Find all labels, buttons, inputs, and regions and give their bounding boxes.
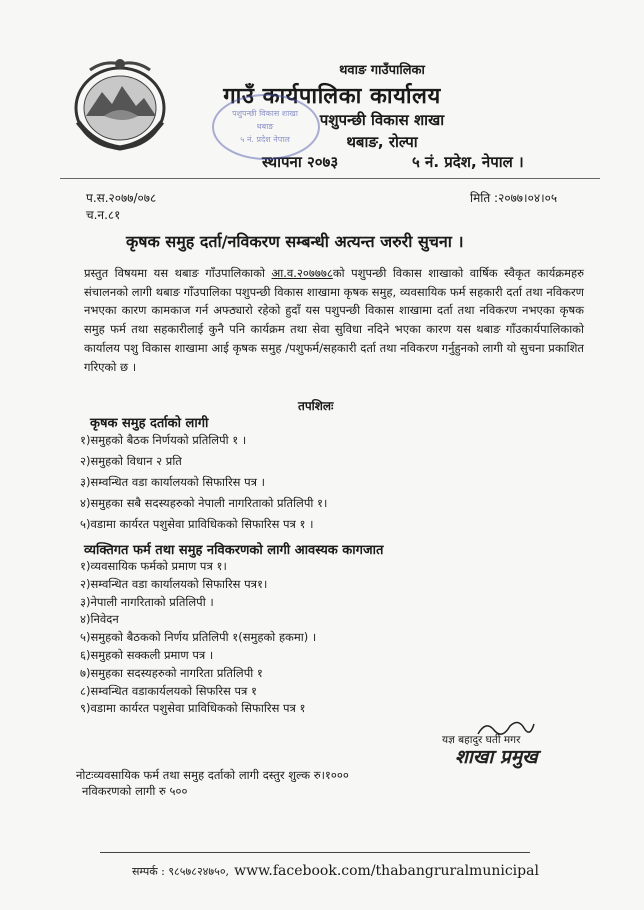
signatory-name: यज्ञ बहादुर घर्ती मगर [442,734,521,746]
list-item: ५)समुहको बैठकको निर्णय प्रतिलिपी १(समुहको हकमा) । [80,630,317,645]
office-address: थबाङ, रोल्पा [346,133,418,151]
list-item: ४)समुहका सबै सदस्यहरुको नेपाली नागरिताको प्रतिलिपी १। [80,496,328,510]
body-text: प्रस्तुत विषयमा यस थबाङ गाँउपालिकाको [84,266,272,280]
branch-name: पशुपन्छी विकास शाखा [319,111,445,129]
stamp-line: थबाङ [256,122,274,131]
list-item: २)समुहको विधान २ प्रति [80,454,182,468]
renewal-fee-note: नविकरणको लागी रु ५०० [82,784,188,798]
letter-date: मिति :२०७७।०४।०५ [470,191,558,205]
province-label: ५ नं. प्रदेश, नेपाल । [412,153,524,171]
body-text: को पशुपन्छी विकास शाखाको वार्षिक स्वैकृत कार्यक्रमहरु संचालनको लागी थबाङ गाँउपालिका पशुपन्छी विकास शाखामा कृषक समुह, व्यवसायिक फर्म सहकारी दर्ता तथा नविकरण नभएका कारण कामकाज गर्न अफ्ठ्यारो रहेको हुदाँ यस पशुपन्छी विकास शाखामा दर्ता तथा नविकरण नभएका कृषक समुह फर्म तथा सहकारीलाई कुनै पनि कार्यक्रम तथा सेवा सुविधा नदिने भएका कारण यस थबाङ गाँउकार्यपालिकाको कार्यालय पशु विकास शाखामा आई कृषक समुह /पशुफर्म/सहकारी दर्ता तथा नविकरण गर्नुहुनको लागी यो सुचना प्रकाशित गरिएको छ । [84,266,584,374]
list-item: ९)वडामा कार्यरत पशुसेवा प्राविधिकको सिफारिस पत्र १ [80,701,306,716]
fee-note: नोटःव्यवसायिक फर्म तथा समुह दर्ताको लागी दस्तुर शुल्क रु।१००० [76,768,349,782]
contact-phone: सम्पर्क : ९८५७८२४७५०, [132,865,230,878]
notice-title: कृषक समुह दर्ता/नविकरण सम्बन्धी अत्यन्त जरुरी सुचना । [126,232,464,251]
details-heading: तपशिलः [298,399,334,413]
office-name: गाउँ कार्यपालिका कार्यालय [223,84,441,109]
list-item: २)सम्वन्धित वडा कार्यालयको सिफारिस पत्र१। [80,576,268,591]
stamp-line: ५ नं. प्रदेश नेपाल [240,135,290,144]
list-item: १)व्यवसायिक फर्मको प्रमाण पत्र १। [80,559,227,573]
header-divider [60,178,600,179]
renewal-requirements [80,558,316,718]
section-heading-renewal: व्यक्तिगत फर्म तथा समुह नविकरणको लागी आवस्यक कागजात [84,543,384,558]
established-year: स्थापना २०७३ [262,153,339,171]
list-item: ७)समुहका सदस्यहरुको नागरिता प्रतिलिपी १ [80,665,263,680]
municipality-name: थवाङ गाउँपालिका [339,63,425,78]
list-item: ६)समुहको सक्कली प्रमाण पत्र । [80,647,214,662]
dispatch-number: च.न.८१ [86,208,121,222]
signatory-title: शाखा प्रमुख [455,746,538,768]
section-heading-registration: कृषक समुह दर्ताको लागी [90,416,209,431]
footer-contact [132,860,539,879]
letter-number: प.स.२०७७/०७८ [86,191,157,205]
list-item: ३)सम्वन्धित वडा कार्यालयको सिफारिस पत्र । [80,475,265,489]
stamp-line: पशुपन्छी विकास शाखा [232,109,298,118]
registration-requirements [80,430,327,535]
footer-divider [100,852,530,853]
list-item: ३)नेपाली नागरिताको प्रतिलिपी । [80,594,214,609]
list-item: १)समुहको बैठक निर्णयको प्रतिलिपी १ । [80,433,247,447]
list-item: ८)सम्वन्धित वडाकार्यलयको सिफरिस पत्र १ [80,683,258,698]
fiscal-year: आ.व.२०७७७८ [271,266,333,280]
list-item: ५)वडामा कार्यरत पशुसेवा प्राविधिकको सिफारिस पत्र १ । [80,517,314,531]
list-item: ४)निवेदन [80,612,119,627]
facebook-link[interactable]: www.facebook.com/thabangruralmunicipal [234,863,539,879]
notice-body [84,264,584,376]
office-stamp [212,94,320,160]
nepal-emblem-icon [64,52,176,156]
